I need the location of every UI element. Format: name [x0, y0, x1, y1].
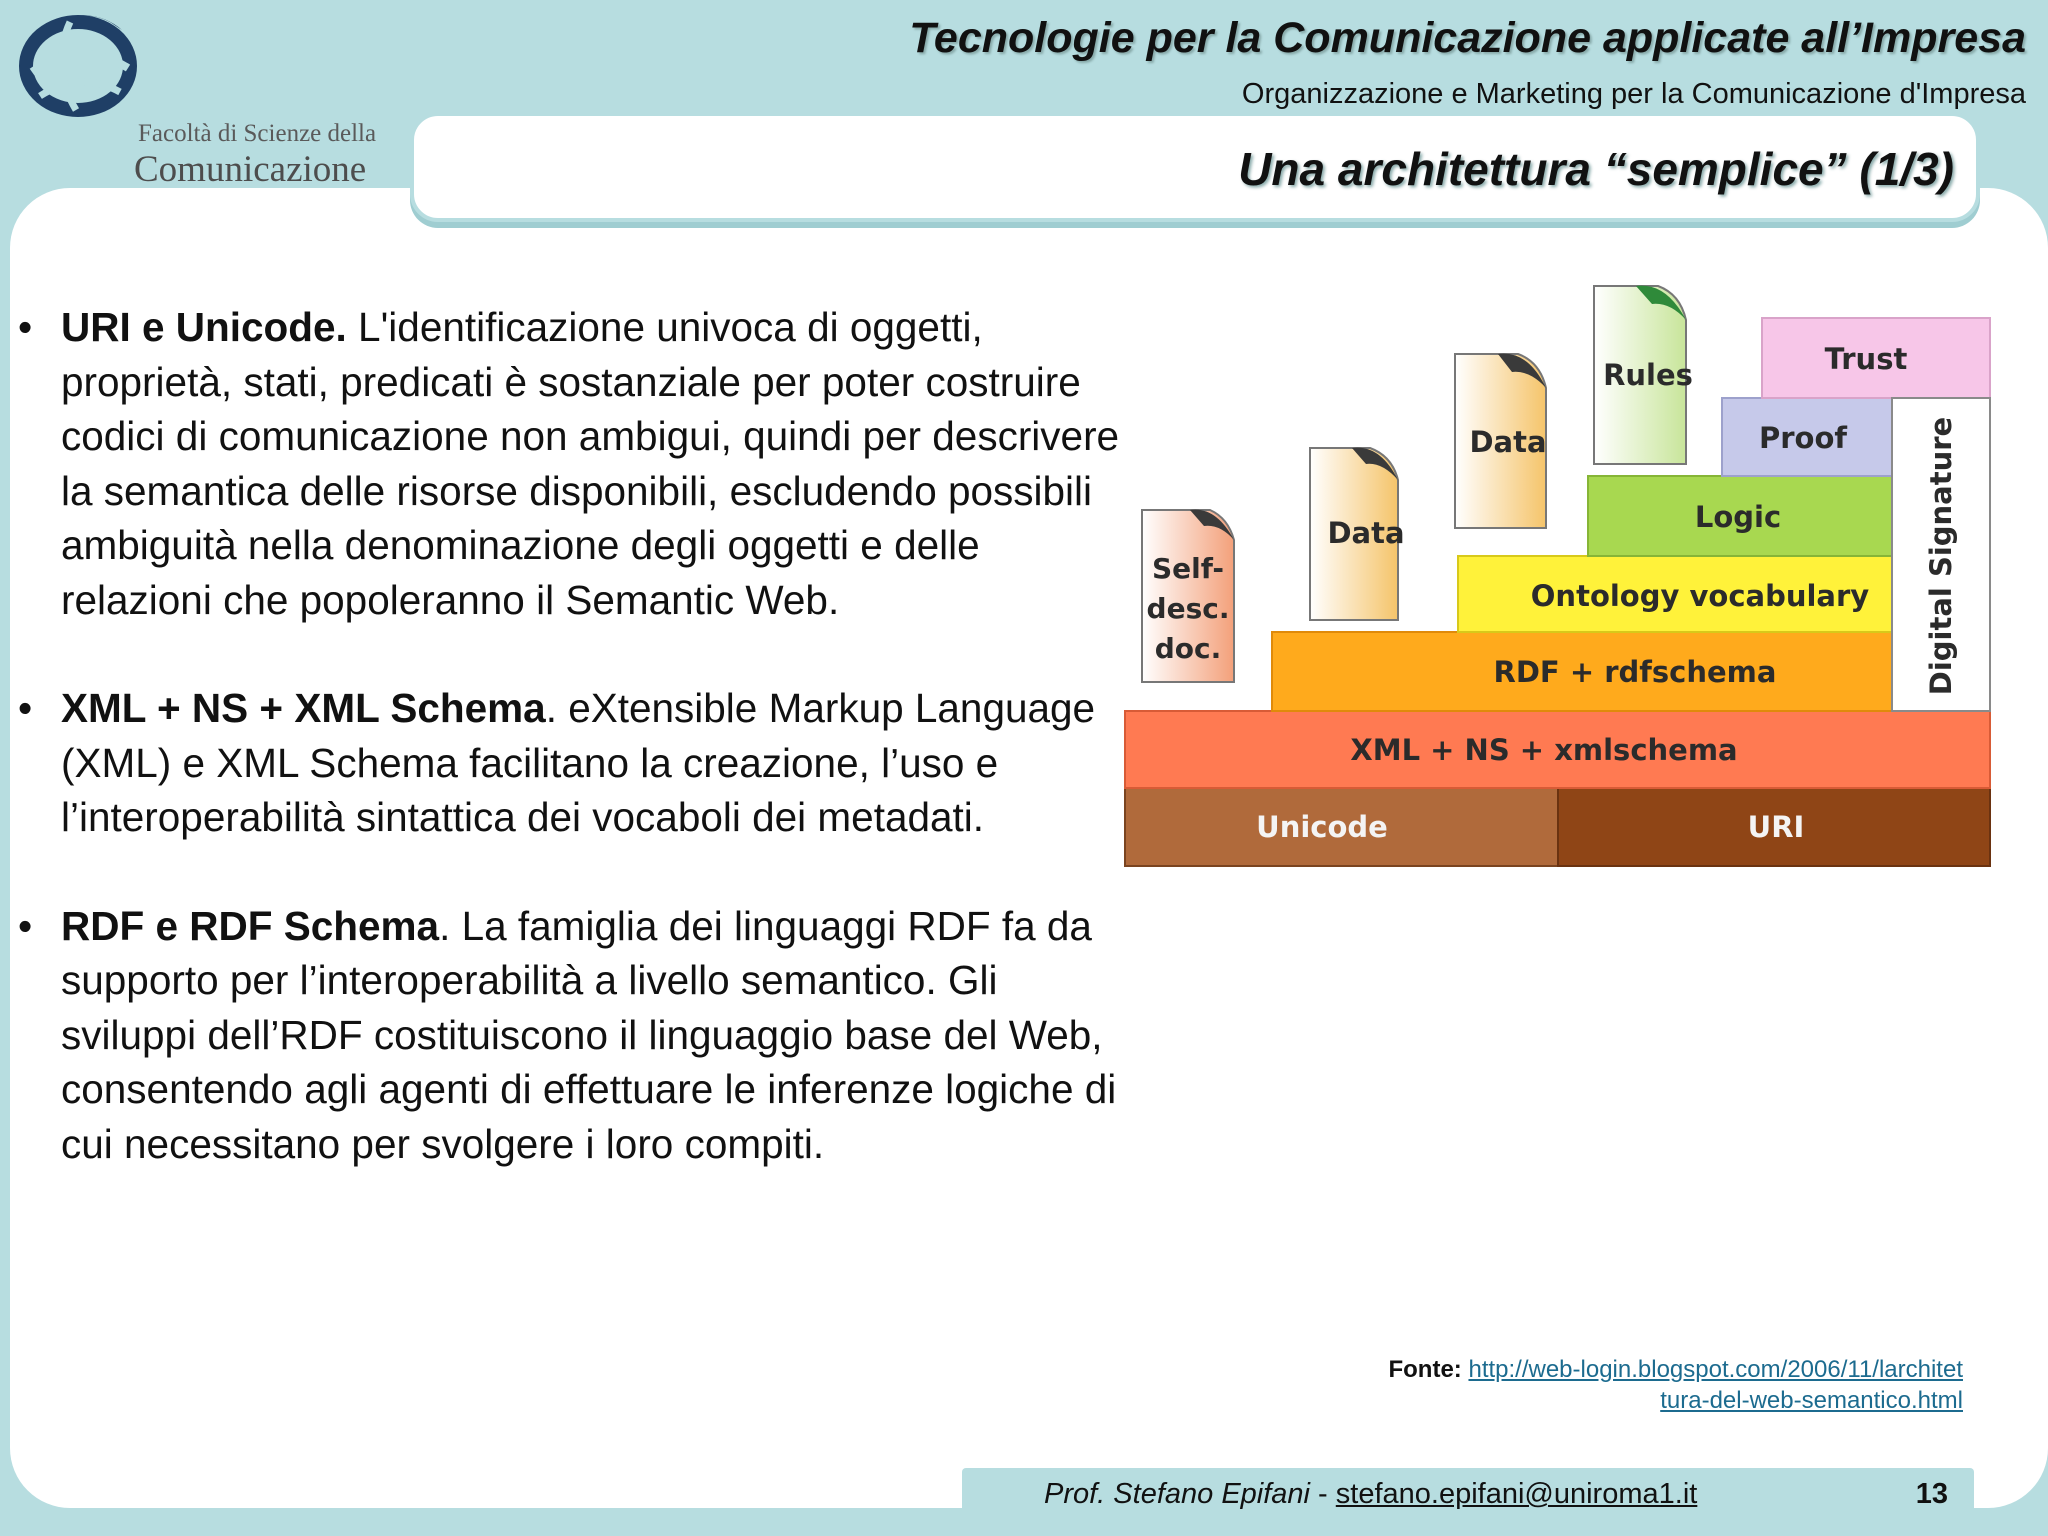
layer-digital-signature-label: Digital Signature [1924, 416, 1958, 696]
bullet-glyph: • [18, 902, 33, 949]
doc-data-1-label: Data [1327, 516, 1405, 550]
bullet-item [18, 300, 1128, 627]
layer-trust-label: Trust [1824, 342, 1908, 376]
doc-rules-label: Rules [1603, 358, 1693, 392]
doc-data-1 [1310, 448, 1405, 620]
slide-title: Una architettura “semplice” (1/3) [1238, 143, 1954, 195]
layer-xml-label: XML + NS + xmlschema [1350, 733, 1738, 767]
footer-separator: - [1310, 1478, 1336, 1510]
bullet-text: . La famiglia dei linguaggi RDF fa da supporto per l’interoperabilità a livello semantico. Gli sviluppi dell’RDF costituiscono il linguaggio base del Web, consentendo agli agenti di effettuare le inferenze logiche di cui necessitano per svolgere i loro compiti. [61, 902, 1117, 1167]
bullet-term: XML + NS + XML Schema [61, 685, 546, 731]
course-title: Tecnologie per la Comunicazione applicate all’Impresa [909, 14, 2026, 62]
source-link[interactable]: http://web-login.blogspot.com/2006/11/larchitettura-del-web-semantico.html [1468, 1356, 1963, 1414]
layer-rdf-label: RDF + rdfschema [1493, 655, 1777, 689]
faculty-name-line2: Comunicazione [134, 149, 367, 190]
doc-self-desc [1142, 510, 1234, 682]
bullet-text: . eXtensible Markup Language (XML) e XML Schema facilitano la creazione, l’uso e l’interoperabilità sintattica dei vocaboli dei metadati. [61, 685, 1096, 840]
faculty-logo [10, 8, 390, 188]
footer-author: Prof. Stefano Epifani [1044, 1478, 1310, 1510]
source-label: Fonte: [1388, 1356, 1462, 1383]
bullet-glyph: • [18, 304, 33, 350]
doc-self-desc-line2: desc. [1146, 592, 1230, 625]
doc-self-desc-line3: doc. [1154, 632, 1222, 665]
bullet-item [18, 899, 1128, 1172]
slide-title-box [410, 112, 1980, 222]
course-subtitle: Organizzazione e Marketing per la Comunicazione d'Impresa [1241, 78, 2026, 110]
layer-ontology-label: Ontology vocabulary [1530, 579, 1870, 613]
layer-uri-label: URI [1747, 810, 1805, 844]
layer-logic-label: Logic [1694, 500, 1782, 534]
source-citation [1383, 1354, 1963, 1416]
layer-unicode-label: Unicode [1256, 810, 1388, 844]
globe-logo-icon [10, 8, 140, 118]
layer-proof-label: Proof [1758, 421, 1848, 455]
footer-author-line [1044, 1478, 1697, 1511]
bullet-glyph: • [18, 685, 33, 731]
bullet-term: URI e Unicode. [61, 304, 347, 350]
semantic-web-stack-diagram [1120, 280, 2000, 880]
bullet-item [18, 681, 1128, 845]
doc-data-2-label: Data [1469, 425, 1547, 459]
bullet-list [18, 300, 1128, 1225]
bullet-text: L'identificazione univoca di oggetti, proprietà, stati, predicati è sostanziale per poter costruire codici di comunicazione non ambigui, quindi per descrivere la semantica delle risorse disponibili, escludendo possibili ambiguità nella denominazione degli oggetti e delle relazioni che popoleranno il Semantic Web. [61, 304, 1120, 623]
footer-bar [962, 1468, 1974, 1522]
faculty-name-line1: Facoltà di Scienze della [138, 120, 377, 147]
footer-email-link[interactable]: stefano.epifani@uniroma1.it [1335, 1478, 1698, 1510]
doc-data-2 [1455, 354, 1547, 528]
bullet-term: RDF e RDF Schema [61, 902, 440, 949]
page-number: 13 [1915, 1478, 1948, 1510]
doc-self-desc-line1: Self- [1151, 552, 1225, 585]
doc-rules [1594, 286, 1693, 464]
